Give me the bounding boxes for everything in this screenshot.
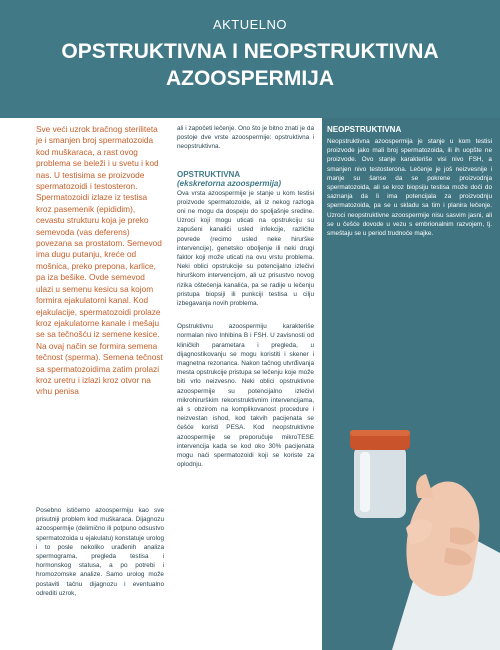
article-title — [0, 38, 500, 92]
intro-paragraph: Sve veći uzrok bračnog steriliteta je i smanjen broj spermatozoida kod muškaraca, a rast ovog problema se beleži i u svetu i kod nas. U testisima se proizvode spermatozoidi i testosteron. Spermatozoidi izlaze iz testisa kroz pasemenik (epididim), cevastu strukturu koja je preko semevoda (vas deferens) povezana sa prostatom. Semevod ima dugu putanju, kreće od mošnica, preko prepona, karlice, pa iza bešike. Ovde semevod ulazi u semenu kesicu sa kojom formira ejakulatorni kanal. Kod ejakulacije, spermatozoidi prolaze kroz ejakulatorne kanale i mešaju se sa tečnošću iz semene kesice. Na ovaj način se formira semena tečnost (sperma). Semena tečnost sa spermatozoidima zatim prolazi kroz uretru i izlazi kroz otvor na vrhu penisa — [36, 124, 163, 397]
column2-paragraph-2: Ova vrsta azoospermije je stanje u kom testisi proizvode spermatozoide, ali iz nekog razloga oni ne mogu da dospeju do spoljašnje sredine. Uzroci koji mogu uticati na opstrukciju su zapušeni kanalići usled infekcije, različite povrede (recimo usled neke hirurške intervencije), genetsko oboljenje ili neki drugi faktor koji može uticati na ovu vrstu problema. Neki oblici opstrukcije su potencijalno izlečivi hirurškom intervencijom, ali uz prisustvo novog rizika oštećenja kanalića, pa se radije u lečenju pristupa biopsiji ili punkciji testisa u cilju izbegavanja novih problema. — [177, 189, 314, 308]
nonobstructive-heading: NEOPSTRUKTIVNA — [327, 125, 402, 134]
section-kicker: AKTUELNO — [212, 17, 288, 32]
nonobstructive-body: Neopstruktivna azoospermija je stanje u kom testisi proizvode jako mali broj spermatozoida, ili ih uopšte ne proizvode. Ovo stanje karakteriše visi nivo FSH, a smanjen nivo testosterona. Lečenje je još neizvesnije i manje su šanse da se pokrene proizvodnja spermatozoida, ali se kroz biopsiju testisa može doći do saznanja da li ima potencijala za proizvodnju spermatozoida, pa se u skladu sa tim i planira lečenje. Uzroci neopstruktivne azoospermije nisu sasvim jasni, ali se u češće dovode u vezu s embrionalnim razvojem, tj. smeštaju se u period trudnoće majke. — [327, 138, 492, 238]
header-banner — [0, 0, 500, 118]
column2-paragraph-1: ali i započeti lečenje. Ono što je bitno znati je da postoje dve vrste azoospermije: opstruktivna i neopstruktivna. — [177, 125, 314, 151]
title-line-1: OPSTRUKTIVNA I NEOPSTRUKTIVNA — [61, 40, 439, 63]
column1-body: Posebno ističemo azoospermiju kao sve prisutniji problem kod muškaraca. Dijagnozu azoospermije (delimično ili potpuno odsustvo spermatozoida u ejakulatu) konstatuje urolog i to posle nekoliko urađenih analiza spermograma, pregleda testisa i hormonskog statusa, a po potrebi i hromozomske analize. Samo urolog može postaviti tačnu dijagnozu i eventualno odrediti uzrok, — [36, 507, 164, 597]
column-2 — [177, 124, 314, 470]
obstructive-subheading: (ekskretorna azoospermija) — [177, 178, 282, 188]
nonobstructive-panel — [322, 118, 500, 650]
column2-paragraph-3: Opstruktivnu azoospermiju karakteriše normalan nivo Inhibina B i FSH. U zavisnosti od kliničkih parametara i pregleda, u dijagnostikovanju se mogu koristiti i skener i magnetna rezonanca. Nakon tačnog utvrđivanja mesta opstrukcije pristupa se lečenju koje može biti vrlo neizvesno. Neki oblici opstruktivne azoospermije su potencijalno izlečivi mikrohirurškim rekonstruktivnim intervencijama, ali s obzirom na komplikovanost procedure i neizvestan ishod, kod takvih pacijenata se češće koristi PESA. Kod neopstruktivne azoospermije se preporučuje mikroTESE intervencija kada se kod oko 30% pacijenata mogu naći spermatozoidi koji se koriste za oplodnju. — [177, 323, 314, 469]
title-line-2: AZOOSPERMIJA — [165, 67, 335, 90]
sample-cup-hand-image — [322, 378, 500, 650]
obstructive-heading: OPSTRUKTIVNA — [177, 169, 241, 179]
